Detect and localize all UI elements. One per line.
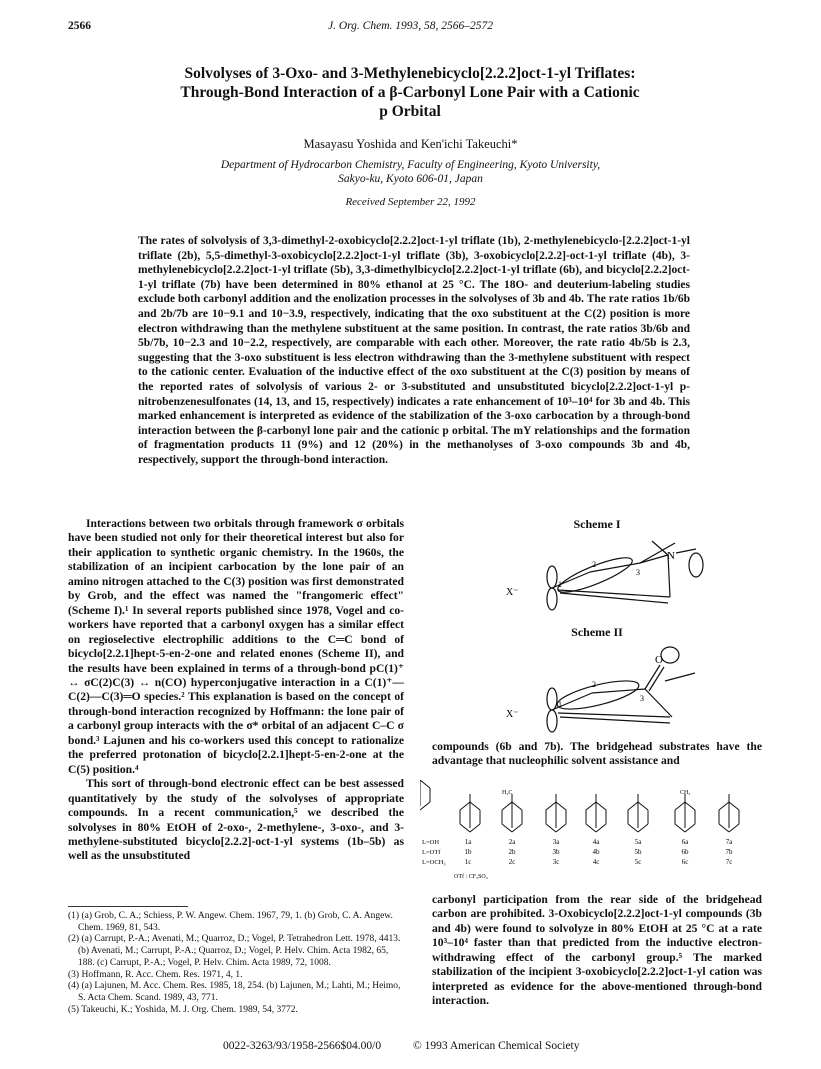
- abstract: The rates of solvolysis of 3,3-dimethyl-2-oxobicyclo[2.2.2]oct-1-yl triflate (1b), 2-methylenebicyclo-[2.2.2]oct-1-yl triflate (2b), 5,5-dimethyl-3-oxobicyclo[2.2.2]oct-1-yl triflate (3b), 3-oxobicyclo[2.2.2]-oct-1-yl triflate (4b), 3-methylenebicyclo[2.2.2]oct-1-yl triflate (5b), 3,3-dimethylbicyclo[2.2.2]oct-1-yl triflate (6b), and bicyclo[2.2.2]oct-1-yl triflate (7b) have been determined in 80% ethanol at 25 °C. The 18O- and deuterium-labeling studies exclude both carbonyl addition and the enolization processes in the solvolyses of 3b and 4b. The rate ratios 1b/6b and 2b/7b are 10−9.1 and 10−3.9, respectively, indicating that the oxo substituent at the C(2) position is more electron withdrawing than the methylene substituent at the same position. In contrast, the rate ratios 3b/6b and 5b/7b, 10−2.3 and 10−2.2, respectively, are comparable with each other. Moreover, the rate ratio 4b/5b is 2.3, suggesting that the 3-oxo substituent is less electron withdrawing than the 3-methylene substituent with respect to the cationic center. Evaluation of the inductive effect of the oxo substituent at the C(3) position by means of the reported rates of solvolysis of various 2- or 3-substituted and unsubstituted bicyclo[2.2.2]oct-1-yl p-nitrobenzenesulfonates (14, 13, and 15, respectively) indicates a rate enhancement of 10³–10⁴ for 3b and 4b. This marked enhancement is interpreted as evidence of the stabilization of the 3-oxo carbocation by a through-bond interaction between the β-carbonyl lone pair and the cationic p orbital. The mY relationships and the formation of fragmentation products 11 (9%) and 12 (20%) in the methanolyses of 3-oxo compounds 3b and 4b, respectively, support the through-bond interaction.: [138, 235, 690, 466]
- bond-c2-c3-2: [592, 689, 645, 693]
- compound-number: 5a: [634, 838, 642, 846]
- footnote: (2) (a) Carrupt, P.-A.; Avenati, M.; Quarroz, D.; Vogel, P. Tetrahedron Lett. 1978, 4413. (b) Avenati, M.; Carrupt, P.-A.; Quarroz, D.; Vogel, P. Helv. Chim. Acta 1982, 65, 188. (c) Carrupt, P.-A.; Vogel, P. Helv. Chim. Acta 1989, 72, 1008.: [68, 934, 401, 968]
- footnote: (5) Takeuchi, K.; Yoshida, M. J. Org. Chem. 1989, 54, 3772.: [68, 1004, 298, 1015]
- bond-front-1: [558, 590, 670, 597]
- compound-number: 7b: [725, 848, 733, 856]
- page-number: 2566: [68, 20, 91, 32]
- compound-number: 6a: [681, 838, 689, 846]
- compound-number: 4a: [592, 838, 600, 846]
- compound-number: 6b: [681, 848, 689, 856]
- title-line-1: Solvolyses of 3-Oxo- and 3-Methylenebicyclo[2.2.2]oct-1-yl Triflates:: [184, 65, 636, 82]
- atom-number-2: 2: [592, 560, 596, 569]
- compound-number: 2b: [508, 848, 516, 856]
- scheme-1-title: Scheme I: [573, 517, 621, 531]
- bicyclooctane-structure: [460, 794, 480, 832]
- compound-number: 4b: [592, 848, 600, 856]
- affiliation-line-2: Sakyo-ku, Kyoto 606-01, Japan: [338, 173, 483, 185]
- intro-paragraph-1: Interactions between two orbitals through framework σ orbitals have been studied not only for their theoretical interest but also for their application to synthetic organic chemistry. In the 1960s, the stabilization of an incipient carbocation by the lone pair of an amino nitrogen attached to the C(3) position was first demonstrated by Grob, and the effect was named the "frangomeric effect" (Scheme I).¹ In several reports published since 1978, Vogel and co-workers have reported that a carbonyl oxygen has a similar effect on regioselective electrophilic additions to the C═C bond of bicyclo[2.2.1]hept-5-en-2-one and related enones (Scheme II), and the results have been explained in terms of a through-bond pC(1)⁺ ↔ σC(2)C(3) ↔ n(CO) hyperconjugative interaction in a C(1)⁺—C(2)—C(3)═O species.² This explanation is based on the concept of through-bond interaction recognized by Hoffmann: the lone pair of a carbonyl group interacts with the σ* orbital of an adjacent C–C σ bond.³ Lajunen and his co-workers used this concept to rationalize the preferred protonation of bicyclo[2.2.1]hept-5-en-2-one at the C(5) position.⁴: [68, 517, 404, 776]
- nitrogen-lone-pair: [689, 553, 703, 577]
- atom-number-3: 3: [636, 568, 640, 577]
- copyright-line: © 1993 American Chemical Society: [413, 1040, 580, 1052]
- article-title: [70, 64, 750, 121]
- anion-label: X⁻: [506, 587, 519, 598]
- bond-back-2: [645, 689, 672, 717]
- affiliation-line-1: Department of Hydrocarbon Chemistry, Faculty of Engineering, Kyoto University,: [220, 159, 601, 171]
- compound-number: 1a: [464, 838, 472, 846]
- p-orbital-lower-1: [547, 588, 557, 610]
- atom-number-1: 1: [558, 700, 562, 709]
- bond-upper-2: [665, 673, 695, 681]
- oxygen-lone-pair: [661, 647, 679, 663]
- intro-paragraph-2: This sort of through-bond electronic effect can be best assessed quantitatively by the study of the solvolyses of appropriate compounds. In a recent communication,⁵ we described the solvolyses in 80% EtOH of 2-oxo-, 2-methylene-, 3-oxo-, and 3-methylene-substituted bicyclo[2.2.2]-oct-1-yl systems (1b–5b) as well as the unsubstituted: [68, 777, 404, 863]
- compound-number: 7a: [725, 838, 733, 846]
- footnote: (3) Hoffmann, R. Acc. Chem. Res. 1971, 4, 1.: [68, 969, 243, 980]
- compound-number: 3a: [552, 838, 560, 846]
- triflate-legend: OTf : CF₃SO₃: [454, 874, 488, 880]
- nitrogen-label: N: [667, 550, 675, 562]
- bond-front-2b: [560, 717, 670, 723]
- left-column: [68, 517, 404, 864]
- sigma-orbital-2: [555, 675, 641, 715]
- sigma-orbital: [555, 552, 636, 599]
- compound-number: 6c: [681, 858, 689, 866]
- compound-numbers: [465, 838, 734, 866]
- scheme-2-diagram: [500, 643, 720, 733]
- footnotes: [68, 911, 404, 1016]
- right-column-top: [432, 740, 762, 769]
- atom-number-2: 2: [592, 680, 596, 689]
- scheme-1-diagram: [500, 535, 720, 615]
- right-paragraph-bottom: carbonyl participation from the rear side of the bridgehead carbon are prohibited. 3-Oxobicyclo[2.2.2]oct-1-yl compounds (3b and 4b) were found to solvolyze in 80% EtOH at 25 °C at a rate 10³–10⁴ faster than that predicted from the inductive electron-withdrawing effect of the carbonyl group.⁵ The marked stabilization of the incipient 3-oxobicyclo[2.2.2]oct-1-yl cation was interpreted as evidence for the above-mentioned through-bond interaction.: [432, 893, 762, 1008]
- bicyclooctane-structures: [420, 780, 739, 832]
- authors: Masayasu Yoshida and Ken'ichi Takeuchi*: [303, 137, 518, 151]
- anion-label: X⁻: [506, 709, 519, 720]
- oxygen-label: O: [655, 654, 663, 666]
- issn-line: 0022-3263/93/1958-2566$04.00/0: [223, 1040, 382, 1052]
- received-date: Received September 22, 1992: [345, 196, 476, 208]
- title-line-2: Through-Bond Interaction of a β-Carbonyl Lone Pair with a Cationic: [180, 84, 640, 101]
- compounds-figure: [420, 780, 780, 885]
- bicyclooctane-structure: [546, 794, 566, 832]
- compound-number: 2a: [508, 838, 516, 846]
- compound-number: 1c: [464, 858, 472, 866]
- row-label: L=OCH₃: [422, 859, 446, 866]
- compound-number: 7c: [725, 858, 733, 866]
- row-labels: [422, 839, 446, 866]
- bond-front-2a: [558, 713, 670, 717]
- footnote-divider: [68, 906, 188, 907]
- compound-number: 3c: [552, 858, 560, 866]
- footnote: (4) (a) Lajunen, M. Acc. Chem. Res. 1985, 18, 254. (b) Lajunen, M.; Lahti, M.; Heimo, S. Acta Chem. Scand. 1989, 43, 771.: [68, 981, 401, 1003]
- row-label: L=OTf: [422, 849, 441, 856]
- atom-number-3: 3: [640, 694, 644, 703]
- bicyclooctane-structure: [420, 780, 430, 810]
- compound-number: 1b: [464, 848, 472, 856]
- substituent-label: CH₂: [680, 790, 691, 796]
- bond-c3-n: [640, 555, 668, 563]
- right-column-bottom: [432, 893, 762, 1009]
- p-orbital-upper-2: [547, 688, 557, 710]
- bicyclooctane-structure: [675, 794, 695, 832]
- compound-number: 4c: [592, 858, 600, 866]
- compound-number: 2c: [508, 858, 516, 866]
- row-label: L=OH: [422, 839, 440, 846]
- compound-number: 5c: [634, 858, 642, 866]
- right-paragraph-top: compounds (6b and 7b). The bridgehead substrates have the advantage that nucleophilic solvent assistance and: [432, 740, 762, 768]
- compound-number: 3b: [552, 848, 560, 856]
- bicyclooctane-structure: [719, 794, 739, 832]
- p-orbital-lower-2: [547, 710, 557, 732]
- p-orbital-upper-1: [547, 566, 557, 588]
- bicyclooctane-structure: [586, 794, 606, 832]
- scheme-2-title: Scheme II: [571, 625, 623, 639]
- bond-n-right: [676, 549, 696, 553]
- substituent-label: H₂C: [502, 790, 513, 796]
- bicyclooctane-structure: [628, 794, 648, 832]
- atom-number-1: 1: [558, 580, 562, 589]
- affiliation: [0, 158, 821, 186]
- compound-number: 5b: [634, 848, 642, 856]
- journal-citation: J. Org. Chem. 1993, 58, 2566–2572: [327, 20, 494, 32]
- title-line-3: p Orbital: [379, 103, 441, 120]
- bicyclooctane-structure: [502, 794, 522, 832]
- footnote: (1) (a) Grob, C. A.; Schiess, P. W. Angew. Chem. 1967, 79, 1. (b) Grob, C. A. Angew. Chem. 1969, 81, 543.: [68, 911, 393, 933]
- bond-front-2: [560, 593, 668, 603]
